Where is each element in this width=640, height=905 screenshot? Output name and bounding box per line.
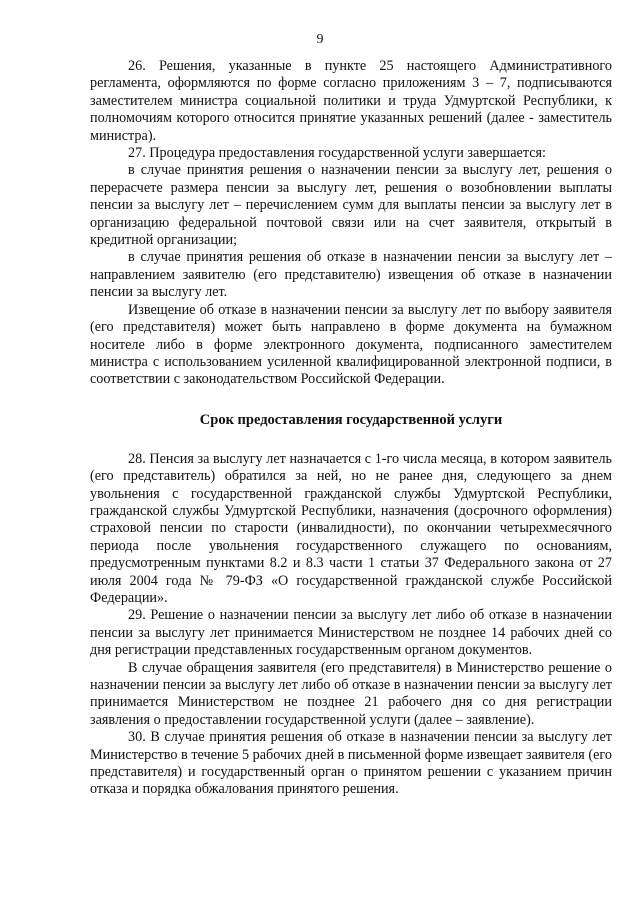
paragraph-30: 30. В случае принятия решения об отказе в назначении пенсии за выслугу лет Министерство в течение 5 рабочих дней в письменной форме извещает заявителя (его представителя) и государственный орган о принятом решении с указанием причин отказа и порядка обжалования принятого решения. <box>90 729 612 798</box>
paragraph-26: 26. Решения, указанные в пункте 25 настоящего Административного регламента, оформляются по форме согласно приложениям 3 – 7, подписываются заместителем министра социальной политики и труда Удмуртской Республики, к полномочиям которого относится принятие указанных решений (далее - заместитель министра). <box>90 58 612 144</box>
document-body <box>90 58 612 799</box>
page-number: 9 <box>316 32 324 47</box>
paragraph-refusal-notice: Извещение об отказе в назначении пенсии за выслугу лет по выбору заявителя (его представителя) может быть направлено в форме документа на бумажном носителе либо в форме электронного документа, подписанного заместителем министра с использованием усиленной квалифицированной электронной подписи, в соответствии с законодательством Российской Федерации. <box>90 301 612 388</box>
section-heading: Срок предоставления государственной услуги <box>199 411 503 428</box>
paragraph-29: 29. Решение о назначении пенсии за выслугу лет либо об отказе в назначении пенсии за выслугу лет принимается Министерством не позднее 14 рабочих дней со дня регистрации представленных государственным органом документов. <box>90 607 612 659</box>
paragraph-27-case-approval: в случае принятия решения о назначении пенсии за выслугу лет, решения о перерасчете размера пенсии за выслугу лет, решения о возобновлении выплаты пенсии за выслугу лет – перечислением сумм для выплаты пенсии за выслугу лет в организацию федеральной почтовой связи или на счет заявителя, открытый в кредитной организации; <box>90 162 612 249</box>
paragraph-27: 27. Процедура предоставления государственной услуги завершается: <box>128 145 546 162</box>
paragraph-28: 28. Пенсия за выслугу лет назначается с 1-го числа месяца, в котором заявитель (его представитель) обратился за ней, но не ранее дня, следующего за днем увольнения с государственной гражданской службы Удмуртской Республики, гражданской службы Удмуртской Республики, назначения (досрочного оформления) страховой пенсии по старости (инвалидности), по окончании четырехмесячного периода после увольнения государственного служащего по основаниям, предусмотренным пунктами 8.2 и 8.3 части 1 статьи 37 Федерального закона от 27 июля 2004 года № 79-ФЗ «О государственной гражданской службе Российской Федерации». <box>90 450 612 606</box>
paragraph-29-ministry-case: В случае обращения заявителя (его представителя) в Министерство решение о назначении пенсии за выслугу лет либо об отказе в назначении пенсии за выслугу лет принимается Министерством не позднее 21 рабочего дня со дня регистрации заявления о предоставлении государственной услуги (далее – заявление). <box>90 659 612 728</box>
paragraph-27-case-refusal: в случае принятия решения об отказе в назначении пенсии за выслугу лет – направлением заявителю (его представителю) извещения об отказе в назначении пенсии за выслугу лет. <box>90 249 612 301</box>
